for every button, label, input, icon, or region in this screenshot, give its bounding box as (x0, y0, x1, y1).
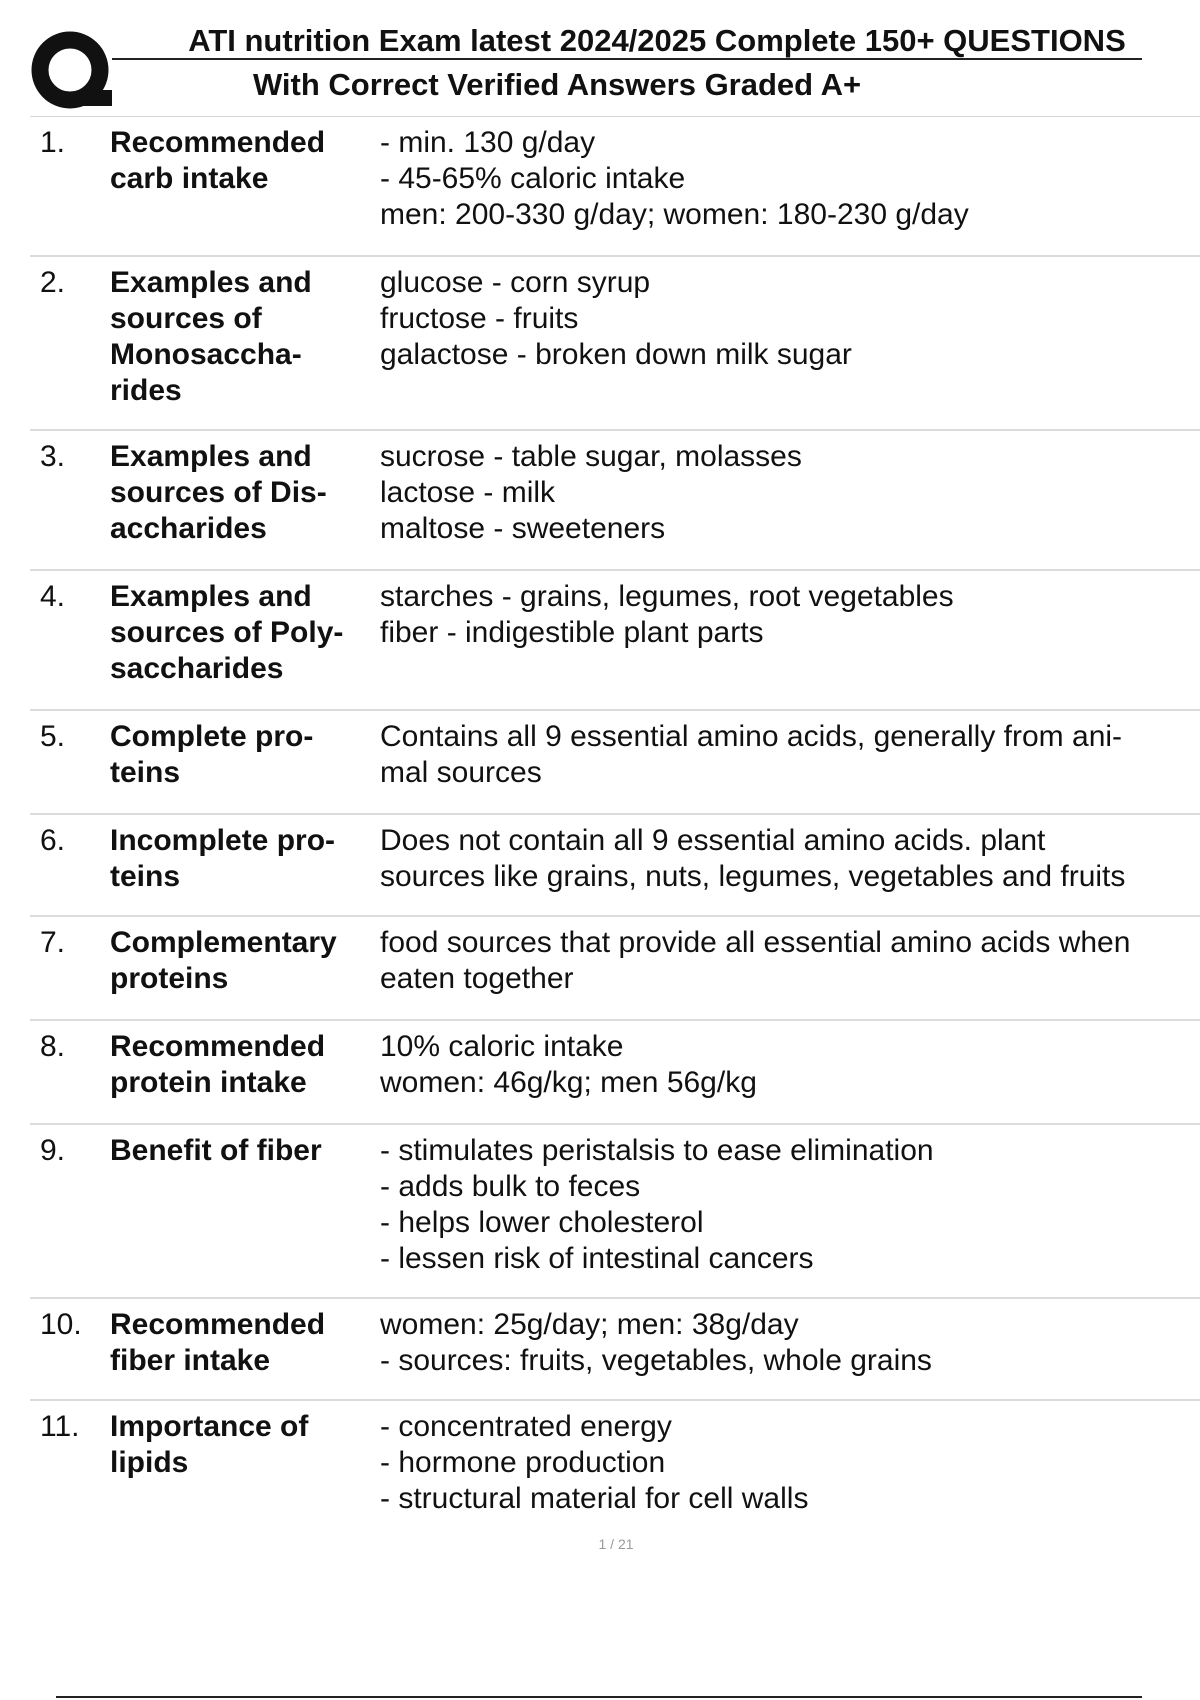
item-number: 5. (40, 720, 66, 753)
table-row (30, 431, 1200, 571)
item-definition: - concentrated energy - hormone production - structural material for cell walls (380, 1410, 809, 1515)
item-definition: - min. 130 g/day - 45-65% caloric intake men: 200-330 g/day; women: 180-230 g/day (380, 126, 969, 231)
table-row (30, 1299, 1200, 1401)
item-definition: glucose - corn syrup fructose - fruits galactose - broken down milk sugar (380, 266, 852, 371)
item-number: 3. (40, 440, 66, 473)
item-term: Recommended protein intake (110, 1030, 326, 1099)
item-term: Recommended carb intake (110, 126, 326, 195)
table-row (30, 571, 1200, 711)
table-row (30, 257, 1200, 431)
title-underline (112, 58, 1142, 60)
table-row (30, 815, 1200, 917)
document-title-line-1: ATI nutrition Exam latest 2024/2025 Complete 150+ QUESTIONS (188, 23, 1126, 58)
table-row (30, 711, 1200, 815)
item-number: 6. (40, 824, 66, 857)
item-definition: food sources that provide all essential amino acids when eaten together (380, 926, 1131, 995)
table-row (30, 917, 1200, 1021)
item-number: 7. (40, 926, 66, 959)
table-row (30, 1125, 1200, 1299)
item-term: Recommended fiber intake (110, 1308, 326, 1377)
item-term: Complete pro- teins (110, 720, 314, 789)
item-definition: Contains all 9 essential amino acids, generally from ani- mal sources (380, 720, 1123, 789)
table-row (30, 1401, 1200, 1541)
item-number: 11. (40, 1410, 80, 1443)
item-number: 8. (40, 1030, 66, 1063)
item-number: 10. (40, 1308, 82, 1341)
item-term: Examples and sources of Monosaccha- rides (110, 266, 312, 407)
item-term: Complementary proteins (110, 926, 337, 995)
item-number: 1. (40, 126, 66, 159)
item-number: 2. (40, 266, 66, 299)
item-term: Examples and sources of Poly- saccharides (110, 580, 344, 685)
q-logo-icon (30, 30, 114, 114)
item-term: Incomplete pro- teins (110, 824, 336, 893)
question-answer-table (30, 116, 1200, 1541)
item-definition: starches - grains, legumes, root vegetables fiber - indigestible plant parts (380, 580, 954, 649)
table-row (30, 1021, 1200, 1125)
item-definition: women: 25g/day; men: 38g/day - sources: fruits, vegetables, whole grains (380, 1308, 932, 1377)
item-number: 4. (40, 580, 66, 613)
item-definition: - stimulates peristalsis to ease elimination - adds bulk to feces - helps lower cholesterol - lessen risk of intestinal cancers (380, 1134, 934, 1275)
document-title-line-2: With Correct Verified Answers Graded A+ (252, 67, 862, 102)
item-number: 9. (40, 1134, 66, 1167)
item-term: Importance of lipids (110, 1410, 309, 1479)
item-term: Benefit of fiber (110, 1134, 322, 1167)
item-definition: sucrose - table sugar, molasses lactose - milk maltose - sweeteners (380, 440, 802, 545)
item-definition: Does not contain all 9 essential amino acids. plant sources like grains, nuts, legumes, vegetables and fruits (380, 824, 1126, 893)
item-definition: 10% caloric intake women: 46g/kg; men 56g/kg (380, 1030, 757, 1099)
bottom-divider (56, 1696, 1142, 1698)
table-row (30, 117, 1200, 257)
item-term: Examples and sources of Dis- accharides (110, 440, 327, 545)
page-number: 1 / 21 (598, 1536, 634, 1552)
